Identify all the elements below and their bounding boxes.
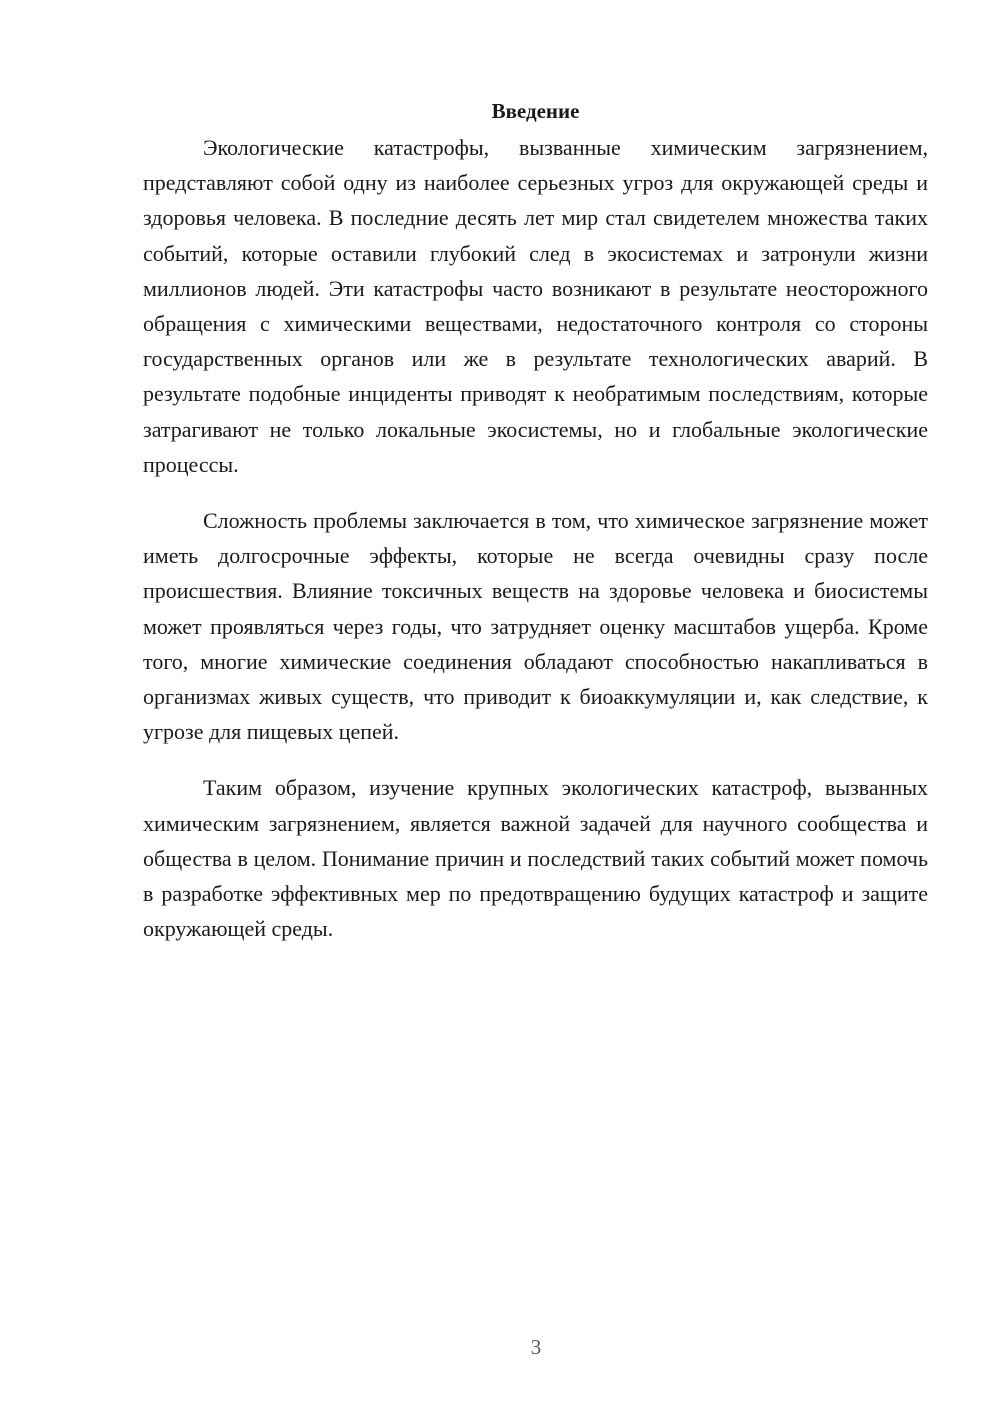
- section-title: Введение: [491, 99, 580, 123]
- paragraph-3: Таким образом, изучение крупных экологических катастроф, вызванных химическим загрязнением, является важной задачей для научного сообщества и общества в целом. Понимание причин и последствий таких событий может помочь в разработке эффективных мер по предотвращению будущих катастроф и защите окружающей среды.: [143, 775, 928, 942]
- paragraph-2: Сложность проблемы заключается в том, что химическое загрязнение может иметь долгосрочные эффекты, которые не всегда очевидны сразу после происшествия. Влияние токсичных веществ на здоровье человека и биосистемы может проявляться через годы, что затрудняет оценку масштабов ущерба. Кроме того, многие химические соединения обладают способностью накапливаться в организмах живых существ, что приводит к биоаккумуляции и, как следствие, к угрозе для пищевых цепей.: [143, 508, 928, 745]
- paragraph-1: Экологические катастрофы, вызванные химическим загрязнением, представляют собой одну из наиболее серьезных угроз для окружающей среды и здоровья человека. В последние десять лет мир стал свидетелем множества таких событий, которые оставили глубокий след в экосистемах и затронули жизни миллионов людей. Эти катастрофы часто возникают в результате неосторожного обращения с химическими веществами, недостаточного контроля со стороны государственных органов или же в результате технологических аварий. В результате подобные инциденты приводят к необратимым последствиям, которые затрагивают не только локальные экосистемы, но и глобальные экологические процессы.: [143, 135, 928, 477]
- page-content: [143, 94, 928, 946]
- page-number: 3: [530, 1335, 542, 1359]
